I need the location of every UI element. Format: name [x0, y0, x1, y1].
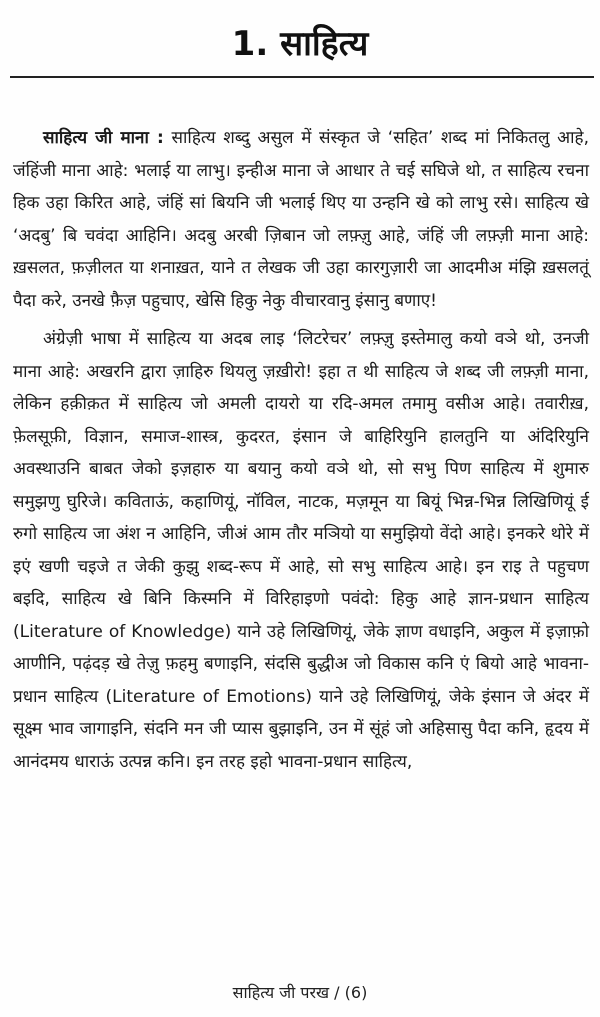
chapter-title: 1. साहित्य: [231, 24, 369, 64]
paragraph-2: [13, 323, 589, 778]
paragraph-2-text: अंग्रेज़ी भाषा में साहित्य या अदब लाइ ‘लिटरेचर’ लफ़्ज़ु इस्तेमालु कयो वञे थो, उनजी माना आहे: अखरनि द्वारा ज़ाहिरु थियलु ज़ख़ीरो! इहा त थी साहित्य जे शब्द जी लफ़्ज़ी माना, लेकिन हक़ीक़त में साहित्य जो अमली दायरो या रदि-अमल तमामु वसीअ आहे। तवारीख़, फ़ेलसूफ़ी, विज्ञान, समाज-शास्त्र, कुदरत, इंसान जे बाहिरियुनि हालतुनि या अंदिरियुनि अवस्थाउनि बाबत जेको इज़हारु या बयानु कयो वञे थो, सो सभु पिण साहित्य में शुमारु समुझणु घुरिजे। कविताऊं, कहाणियूं, नॉविल, नाटक, मज़मून या बियूं भिन्न-भिन्न लिखिणियूं ई रुगो साहित्य जा अंश न आहिनि, जीअं आम तौर मञियो या समुझियो वेंदो आहे। इनकरे थोरे में इएं खणी चइजे त जेकी कुझु शब्द-रूप में आहे, सो सभु साहित्य आहे। इन राइ ते पहुचण बइदि, साहित्य खे बिनि किस्मनि में विरिहाइणो पवंदो: हिकु आहे ज्ञान-प्रधान साहित्य (Literature of Knowledge) याने उहे लिखिणियूं, जेके ज्ञाण वधाइनि, अकुल में इज़ाफ़ो आणीनि, पढ़ंदड़ खे तेज़ु फ़हमु बणाइनि, संदसि बुद्धीअ जो विकास कनि एं बियो आहे भावना-प्रधान साहित्य (Literature of Emotions) याने उहे लिखिणियूं, जेके इंसान जे अंदर में सूक्ष्म भाव जागाइनि, संदनि मन जी प्यास बुझाइनि, उन में सूंहं जो अहिसासु पैदा कनि, हृदय में आनंदमय धाराऊं उत्पन्न कनि। इन तरह इहो भावना-प्रधान साहित्य,: [13, 329, 589, 772]
paragraph-lead-heading: साहित्य जी माना :: [43, 128, 164, 148]
chapter-body: [13, 122, 589, 778]
paragraph-1-text: साहित्य शब्दु असुल में संस्कृत जे ‘सहित’ शब्द मां निकितलु आहे, जंहिंजी माना आहे: भलाई या लाभु। इन्हीअ माना जे आधार ते चई सघिजे थो, त साहित्य रचना हिक उहा किरित आहे, जंहिं सां बियनि जी भलाई थिए या उन्हनि खे को लाभु रसे। साहित्य खे ‘अदबु’ बि चवंदा आहिनि। अदबु अरबी ज़िबान जो लफ़्ज़ु आहे, जंहिं जी लफ़्ज़ी माना आहे: ख़सलत, फ़ज़ीलत या शनाख़त, याने त लेखक जी उहा कारगुज़ारी जा आदमीअ मंझि ख़सलतूं पैदा करे, उनखे फ़ैज़ पहुचाए, खेसि हिकु नेकु वीचारवानु इंसानु बणाए!: [13, 128, 589, 311]
page-footer: साहित्य जी परख / (6): [232, 983, 368, 1002]
title-divider: [10, 76, 594, 78]
paragraph-1: [13, 122, 589, 317]
